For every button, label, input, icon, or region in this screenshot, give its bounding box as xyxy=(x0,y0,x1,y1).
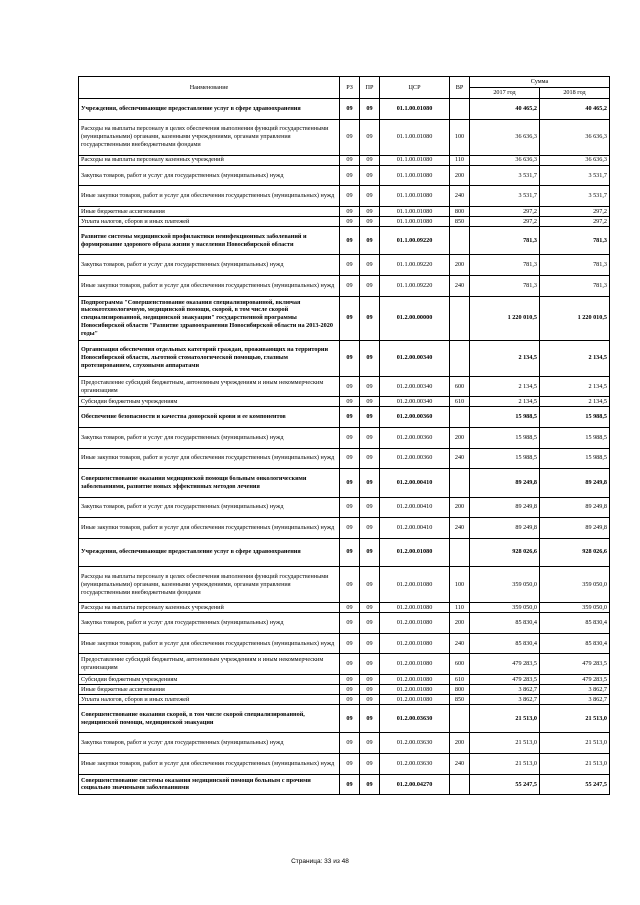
row-sum-2018: 2 134,5 xyxy=(540,397,610,407)
table-row xyxy=(79,407,610,428)
row-vr xyxy=(450,538,470,566)
row-sum-2017: 3 531,7 xyxy=(470,165,540,186)
header-rz: РЗ xyxy=(340,77,360,99)
row-sum-2018: 3 531,7 xyxy=(540,186,610,207)
row-name: Иные бюджетные ассигнования xyxy=(79,685,340,695)
row-pr: 09 xyxy=(360,296,380,340)
row-csr: 01.2.00.03630 xyxy=(380,733,450,754)
row-csr: 01.1.00.01080 xyxy=(380,99,450,120)
row-vr: 200 xyxy=(450,165,470,186)
row-csr: 01.2.00.01080 xyxy=(380,538,450,566)
row-vr: 240 xyxy=(450,186,470,207)
row-name: Предоставление субсидий бюджетным, автономным учреждениям и иным некоммерческим организациям xyxy=(79,376,340,397)
row-name: Обеспечение безопасности и качества донорской крови и ее компонентов xyxy=(79,407,340,428)
row-rz: 09 xyxy=(340,497,360,518)
row-csr: 01.1.00.01080 xyxy=(380,119,450,155)
row-csr: 01.2.00.00360 xyxy=(380,407,450,428)
table-row xyxy=(79,255,610,276)
row-pr: 09 xyxy=(360,518,380,539)
row-csr: 01.2.00.03630 xyxy=(380,705,450,733)
row-pr: 09 xyxy=(360,155,380,165)
row-pr: 09 xyxy=(360,397,380,407)
row-vr: 200 xyxy=(450,497,470,518)
row-name: Иные закупки товаров, работ и услуг для обеспечения государственных (муниципальных) нужд xyxy=(79,186,340,207)
row-rz: 09 xyxy=(340,407,360,428)
row-vr: 200 xyxy=(450,733,470,754)
row-vr: 200 xyxy=(450,613,470,634)
row-rz: 09 xyxy=(340,296,360,340)
row-sum-2017: 85 830,4 xyxy=(470,633,540,654)
row-rz: 09 xyxy=(340,613,360,634)
row-vr: 800 xyxy=(450,685,470,695)
row-sum-2017: 479 283,5 xyxy=(470,675,540,685)
row-sum-2017: 21 513,0 xyxy=(470,754,540,775)
row-name: Иные закупки товаров, работ и услуг для обеспечения государственных (муниципальных) нужд xyxy=(79,633,340,654)
row-sum-2017: 3 862,7 xyxy=(470,695,540,705)
page-number: Страница: 33 из 48 xyxy=(291,858,349,865)
row-sum-2018: 3 531,7 xyxy=(540,165,610,186)
row-rz: 09 xyxy=(340,427,360,448)
row-sum-2017: 21 513,0 xyxy=(470,733,540,754)
row-pr: 09 xyxy=(360,469,380,497)
row-name: Уплата налогов, сборов и иных платежей xyxy=(79,216,340,226)
row-pr: 09 xyxy=(360,206,380,216)
row-sum-2018: 928 026,6 xyxy=(540,538,610,566)
row-pr: 09 xyxy=(360,705,380,733)
row-sum-2018: 3 862,7 xyxy=(540,695,610,705)
row-sum-2018: 359 050,0 xyxy=(540,603,610,613)
table-row xyxy=(79,275,610,296)
row-csr: 01.2.00.00410 xyxy=(380,518,450,539)
row-pr: 09 xyxy=(360,685,380,695)
row-csr: 01.1.00.09220 xyxy=(380,255,450,276)
row-rz: 09 xyxy=(340,165,360,186)
row-name: Организация обеспечения отдельных категорий граждан, проживающих на территории Новосибирской области, льготной стоматологической помощью, глазным протезированием, слуховыми аппаратами xyxy=(79,340,340,376)
row-vr: 240 xyxy=(450,448,470,469)
row-csr: 01.2.00.00340 xyxy=(380,397,450,407)
table-row xyxy=(79,497,610,518)
table-row xyxy=(79,603,610,613)
row-pr: 09 xyxy=(360,407,380,428)
row-sum-2017: 359 050,0 xyxy=(470,567,540,603)
row-name: Расходы на выплаты персоналу казенных учреждений xyxy=(79,603,340,613)
row-vr xyxy=(450,340,470,376)
row-rz: 09 xyxy=(340,469,360,497)
row-rz: 09 xyxy=(340,275,360,296)
table-row xyxy=(79,340,610,376)
row-pr: 09 xyxy=(360,119,380,155)
row-sum-2018: 3 862,7 xyxy=(540,685,610,695)
row-name: Иные закупки товаров, работ и услуг для обеспечения государственных (муниципальных) нужд xyxy=(79,754,340,775)
row-sum-2017: 781,3 xyxy=(470,226,540,254)
row-vr xyxy=(450,705,470,733)
row-sum-2018: 15 988,5 xyxy=(540,448,610,469)
row-rz: 09 xyxy=(340,518,360,539)
row-sum-2017: 1 220 010,5 xyxy=(470,296,540,340)
row-sum-2018: 89 249,8 xyxy=(540,518,610,539)
header-csr: ЦСР xyxy=(380,77,450,99)
row-vr: 610 xyxy=(450,397,470,407)
table-row xyxy=(79,774,610,795)
row-rz: 09 xyxy=(340,448,360,469)
row-sum-2018: 36 636,3 xyxy=(540,155,610,165)
row-name: Совершенствование системы оказания медицинской помощи больным с прочими социально значимыми заболеваниями xyxy=(79,774,340,795)
row-vr xyxy=(450,296,470,340)
row-vr: 110 xyxy=(450,603,470,613)
row-sum-2017: 15 988,5 xyxy=(470,427,540,448)
row-sum-2018: 2 134,5 xyxy=(540,340,610,376)
table-row xyxy=(79,226,610,254)
row-name: Учреждения, обеспечивающие предоставление услуг в сфере здравоохранения xyxy=(79,99,340,120)
row-sum-2017: 359 050,0 xyxy=(470,603,540,613)
row-sum-2017: 3 862,7 xyxy=(470,685,540,695)
row-sum-2017: 2 134,5 xyxy=(470,340,540,376)
row-csr: 01.2.00.00360 xyxy=(380,427,450,448)
row-rz: 09 xyxy=(340,695,360,705)
row-vr: 240 xyxy=(450,754,470,775)
row-sum-2017: 297,2 xyxy=(470,206,540,216)
row-sum-2017: 89 249,8 xyxy=(470,469,540,497)
table-row xyxy=(79,518,610,539)
row-pr: 09 xyxy=(360,567,380,603)
table-row xyxy=(79,216,610,226)
header-year-2017: 2017 год xyxy=(470,88,540,99)
row-name: Иные закупки товаров, работ и услуг для обеспечения государственных (муниципальных) нужд xyxy=(79,275,340,296)
table-row xyxy=(79,376,610,397)
row-vr: 600 xyxy=(450,376,470,397)
row-sum-2018: 297,2 xyxy=(540,206,610,216)
row-pr: 09 xyxy=(360,497,380,518)
table-row xyxy=(79,705,610,733)
row-sum-2018: 479 283,5 xyxy=(540,675,610,685)
row-csr: 01.2.00.01080 xyxy=(380,695,450,705)
row-csr: 01.2.00.00000 xyxy=(380,296,450,340)
row-csr: 01.2.00.01080 xyxy=(380,633,450,654)
row-pr: 09 xyxy=(360,633,380,654)
table-row xyxy=(79,165,610,186)
row-rz: 09 xyxy=(340,255,360,276)
row-sum-2018: 89 249,8 xyxy=(540,497,610,518)
row-name: Расходы на выплаты персоналу казенных учреждений xyxy=(79,155,340,165)
row-rz: 09 xyxy=(340,685,360,695)
row-rz: 09 xyxy=(340,155,360,165)
row-vr xyxy=(450,99,470,120)
row-vr xyxy=(450,226,470,254)
row-sum-2017: 781,3 xyxy=(470,255,540,276)
table-row xyxy=(79,206,610,216)
row-csr: 01.2.00.04270 xyxy=(380,774,450,795)
row-rz: 09 xyxy=(340,376,360,397)
table-row xyxy=(79,695,610,705)
row-sum-2018: 781,3 xyxy=(540,275,610,296)
row-pr: 09 xyxy=(360,733,380,754)
budget-table xyxy=(78,76,610,795)
table-row xyxy=(79,685,610,695)
row-name: Закупка товаров, работ и услуг для государственных (муниципальных) нужд xyxy=(79,255,340,276)
row-vr: 240 xyxy=(450,518,470,539)
row-sum-2018: 781,3 xyxy=(540,226,610,254)
row-sum-2017: 36 636,3 xyxy=(470,155,540,165)
row-sum-2017: 2 134,5 xyxy=(470,376,540,397)
header-pr: ПР xyxy=(360,77,380,99)
row-pr: 09 xyxy=(360,376,380,397)
row-pr: 09 xyxy=(360,538,380,566)
row-csr: 01.1.00.01080 xyxy=(380,155,450,165)
row-rz: 09 xyxy=(340,754,360,775)
row-rz: 09 xyxy=(340,206,360,216)
row-vr xyxy=(450,774,470,795)
header-name: Наименование xyxy=(79,77,340,99)
row-name: Уплата налогов, сборов и иных платежей xyxy=(79,695,340,705)
row-vr: 850 xyxy=(450,695,470,705)
row-sum-2018: 40 465,2 xyxy=(540,99,610,120)
table-header xyxy=(79,77,610,99)
table-row xyxy=(79,633,610,654)
row-name: Иные бюджетные ассигнования xyxy=(79,206,340,216)
row-vr: 240 xyxy=(450,275,470,296)
row-csr: 01.2.00.01080 xyxy=(380,685,450,695)
row-vr: 600 xyxy=(450,654,470,675)
row-sum-2018: 297,2 xyxy=(540,216,610,226)
row-sum-2018: 479 283,5 xyxy=(540,654,610,675)
row-sum-2017: 40 465,2 xyxy=(470,99,540,120)
row-pr: 09 xyxy=(360,340,380,376)
row-sum-2017: 928 026,6 xyxy=(470,538,540,566)
row-csr: 01.2.00.01080 xyxy=(380,613,450,634)
row-sum-2018: 55 247,5 xyxy=(540,774,610,795)
row-rz: 09 xyxy=(340,99,360,120)
header-vr: ВР xyxy=(450,77,470,99)
row-pr: 09 xyxy=(360,165,380,186)
header-sum: Сумма xyxy=(470,77,610,88)
row-vr xyxy=(450,407,470,428)
row-rz: 09 xyxy=(340,340,360,376)
row-rz: 09 xyxy=(340,633,360,654)
row-rz: 09 xyxy=(340,733,360,754)
row-name: Совершенствование оказания скорой, в том числе скорой специализированной, медицинской помощи, медицинской эвакуации xyxy=(79,705,340,733)
row-csr: 01.1.00.01080 xyxy=(380,206,450,216)
row-pr: 09 xyxy=(360,427,380,448)
row-pr: 09 xyxy=(360,186,380,207)
row-csr: 01.2.00.00340 xyxy=(380,376,450,397)
row-rz: 09 xyxy=(340,675,360,685)
row-sum-2017: 89 249,8 xyxy=(470,518,540,539)
row-vr: 200 xyxy=(450,427,470,448)
row-name: Субсидии бюджетным учреждениям xyxy=(79,397,340,407)
row-sum-2017: 15 988,5 xyxy=(470,407,540,428)
row-name: Закупка товаров, работ и услуг для государственных (муниципальных) нужд xyxy=(79,733,340,754)
row-name: Закупка товаров, работ и услуг для государственных (муниципальных) нужд xyxy=(79,427,340,448)
row-name: Иные закупки товаров, работ и услуг для обеспечения государственных (муниципальных) нужд xyxy=(79,448,340,469)
row-pr: 09 xyxy=(360,754,380,775)
row-pr: 09 xyxy=(360,654,380,675)
row-vr: 200 xyxy=(450,255,470,276)
row-csr: 01.2.00.01080 xyxy=(380,567,450,603)
row-pr: 09 xyxy=(360,613,380,634)
row-rz: 09 xyxy=(340,216,360,226)
row-csr: 01.2.00.01080 xyxy=(380,603,450,613)
row-name: Субсидии бюджетным учреждениям xyxy=(79,675,340,685)
row-vr: 850 xyxy=(450,216,470,226)
table-row xyxy=(79,654,610,675)
row-rz: 09 xyxy=(340,119,360,155)
table-row xyxy=(79,448,610,469)
row-csr: 01.2.00.00360 xyxy=(380,448,450,469)
row-name: Совершенствование оказания медицинской помощи больным онкологическими заболеваниями, развитие новых эффективных методов лечения xyxy=(79,469,340,497)
row-sum-2018: 21 513,0 xyxy=(540,754,610,775)
row-pr: 09 xyxy=(360,275,380,296)
row-vr: 800 xyxy=(450,206,470,216)
row-pr: 09 xyxy=(360,675,380,685)
row-csr: 01.2.00.01080 xyxy=(380,675,450,685)
row-csr: 01.2.00.03630 xyxy=(380,754,450,775)
row-csr: 01.1.00.09220 xyxy=(380,226,450,254)
row-sum-2018: 21 513,0 xyxy=(540,733,610,754)
row-sum-2018: 2 134,5 xyxy=(540,376,610,397)
row-sum-2017: 85 830,4 xyxy=(470,613,540,634)
row-rz: 09 xyxy=(340,397,360,407)
row-name: Закупка товаров, работ и услуг для государственных (муниципальных) нужд xyxy=(79,497,340,518)
row-csr: 01.2.00.00410 xyxy=(380,469,450,497)
table-row xyxy=(79,99,610,120)
row-sum-2018: 21 513,0 xyxy=(540,705,610,733)
table-row xyxy=(79,754,610,775)
table-row xyxy=(79,155,610,165)
row-pr: 09 xyxy=(360,99,380,120)
row-name: Закупка товаров, работ и услуг для государственных (муниципальных) нужд xyxy=(79,613,340,634)
header-year-2018: 2018 год xyxy=(540,88,610,99)
row-csr: 01.2.00.00410 xyxy=(380,497,450,518)
row-vr: 100 xyxy=(450,119,470,155)
table-row xyxy=(79,119,610,155)
row-sum-2017: 3 531,7 xyxy=(470,186,540,207)
table-body xyxy=(79,99,610,795)
table-row xyxy=(79,186,610,207)
row-name: Подпрограмма "Совершенствование оказания специализированной, включая высокотехнологичную, медицинской помощи, скорой, в том числе скорой специализированной, медицинской эвакуации" государственной программы Новосибирской области "Развитие здравоохранения Новосибирской области на 2013-2020 годы" xyxy=(79,296,340,340)
row-csr: 01.1.00.01080 xyxy=(380,186,450,207)
row-sum-2018: 85 830,4 xyxy=(540,613,610,634)
row-csr: 01.2.00.01080 xyxy=(380,654,450,675)
row-sum-2017: 89 249,8 xyxy=(470,497,540,518)
row-sum-2017: 781,3 xyxy=(470,275,540,296)
row-pr: 09 xyxy=(360,216,380,226)
table-row xyxy=(79,397,610,407)
row-rz: 09 xyxy=(340,567,360,603)
table-row xyxy=(79,296,610,340)
row-rz: 09 xyxy=(340,774,360,795)
budget-table-container xyxy=(78,76,610,795)
row-pr: 09 xyxy=(360,226,380,254)
table-row xyxy=(79,733,610,754)
row-rz: 09 xyxy=(340,186,360,207)
row-rz: 09 xyxy=(340,538,360,566)
row-name: Предоставление субсидий бюджетным, автономным учреждениям и иным некоммерческим организациям xyxy=(79,654,340,675)
row-vr xyxy=(450,469,470,497)
row-sum-2017: 2 134,5 xyxy=(470,397,540,407)
row-sum-2018: 89 249,8 xyxy=(540,469,610,497)
row-name: Закупка товаров, работ и услуг для государственных (муниципальных) нужд xyxy=(79,165,340,186)
table-row xyxy=(79,427,610,448)
row-name: Иные закупки товаров, работ и услуг для обеспечения государственных (муниципальных) нужд xyxy=(79,518,340,539)
row-sum-2018: 781,3 xyxy=(540,255,610,276)
row-sum-2017: 55 247,5 xyxy=(470,774,540,795)
row-sum-2018: 15 988,5 xyxy=(540,427,610,448)
row-vr: 240 xyxy=(450,633,470,654)
table-row xyxy=(79,613,610,634)
row-csr: 01.2.00.00340 xyxy=(380,340,450,376)
row-sum-2017: 36 636,3 xyxy=(470,119,540,155)
row-sum-2017: 297,2 xyxy=(470,216,540,226)
row-sum-2017: 21 513,0 xyxy=(470,705,540,733)
table-row xyxy=(79,469,610,497)
row-rz: 09 xyxy=(340,603,360,613)
row-rz: 09 xyxy=(340,705,360,733)
row-pr: 09 xyxy=(360,255,380,276)
row-pr: 09 xyxy=(360,774,380,795)
row-pr: 09 xyxy=(360,695,380,705)
row-sum-2018: 359 050,0 xyxy=(540,567,610,603)
row-vr: 100 xyxy=(450,567,470,603)
table-row xyxy=(79,567,610,603)
row-name: Развитие системы медицинской профилактики неинфекционных заболеваний и формирование здорового образа жизни у населения Новосибирской области xyxy=(79,226,340,254)
row-name: Учреждения, обеспечивающие предоставление услуг в сфере здравоохранения xyxy=(79,538,340,566)
row-vr: 110 xyxy=(450,155,470,165)
row-rz: 09 xyxy=(340,654,360,675)
row-sum-2017: 479 283,5 xyxy=(470,654,540,675)
row-sum-2018: 15 988,5 xyxy=(540,407,610,428)
row-vr: 610 xyxy=(450,675,470,685)
row-sum-2017: 15 988,5 xyxy=(470,448,540,469)
row-sum-2018: 36 636,3 xyxy=(540,119,610,155)
row-csr: 01.1.00.09220 xyxy=(380,275,450,296)
row-pr: 09 xyxy=(360,448,380,469)
table-row xyxy=(79,675,610,685)
row-name: Расходы на выплаты персоналу в целях обеспечения выполнения функций государственными (муниципальными) органами, казенными учреждениями, органами управления государственными внебюджетными фондами xyxy=(79,119,340,155)
row-pr: 09 xyxy=(360,603,380,613)
row-sum-2018: 85 830,4 xyxy=(540,633,610,654)
row-csr: 01.1.00.01080 xyxy=(380,216,450,226)
row-name: Расходы на выплаты персоналу в целях обеспечения выполнения функций государственными (муниципальными) органами, казенными учреждениями, органами управления государственными внебюджетными фондами xyxy=(79,567,340,603)
row-rz: 09 xyxy=(340,226,360,254)
table-row xyxy=(79,538,610,566)
row-sum-2018: 1 220 010,5 xyxy=(540,296,610,340)
row-csr: 01.1.00.01080 xyxy=(380,165,450,186)
